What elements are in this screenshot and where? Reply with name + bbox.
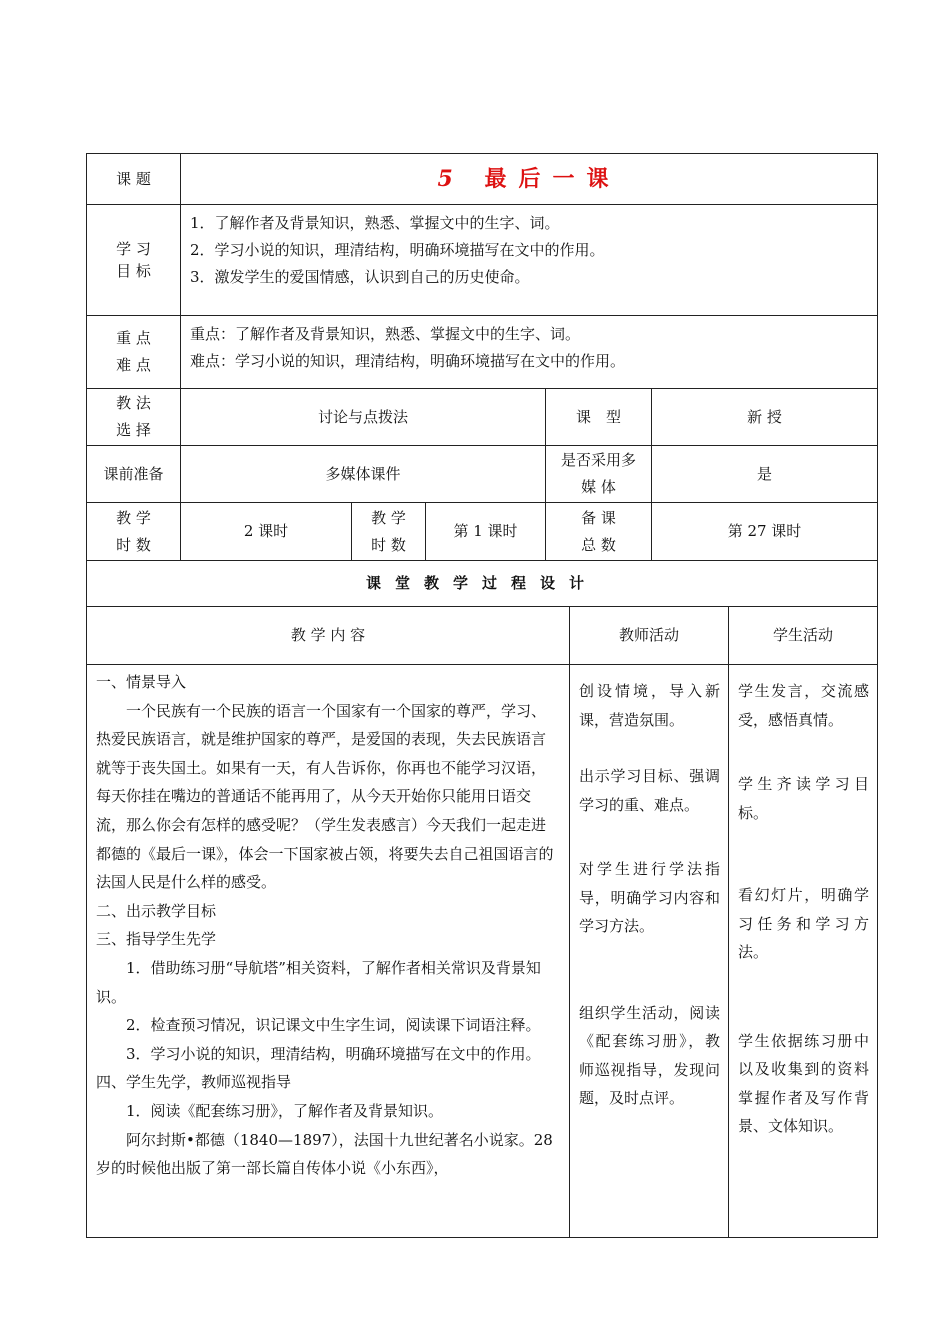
objectives-list <box>180 205 877 315</box>
objectives-label <box>87 205 180 315</box>
teaching-content <box>87 665 569 1237</box>
current-hour-value: 第 1 课时 <box>425 503 545 560</box>
teacher-activity: 对学生进行学法指导，明确学习内容和学习方法。 <box>579 860 720 935</box>
keypoints-label-1: 重 点 <box>116 329 151 347</box>
hours-value: 2 课时 <box>180 503 351 560</box>
content-line: 一个民族有一个民族的语言一个国家有一个国家的尊严，学习、热爱民族语言，就是维护国家的尊严，是爱国的表现，失去民族语言就等于丧失国土。如果有一天，有人告诉你，你再也不能学习汉语，每天你挂在嘴边的普通话不能再用了，从今天开始你只能用日语交流，那么你会有怎样的感受呢？（学生发表感言）今天我们一起走进都德的《最后一课》，体会一下国家被占领，将要失去自己祖国语言的法国人民是什么样的感受。 <box>96 701 554 892</box>
prep-row <box>87 445 877 502</box>
student-activity: 学生齐读学习目标。 <box>738 775 869 822</box>
keypoints-row <box>87 315 877 388</box>
lesson-type-label: 课 型 <box>545 389 651 445</box>
current-hour-label-2: 时 数 <box>371 535 406 554</box>
lesson-title <box>180 154 877 204</box>
content-line: 3．学习小说的知识，理清结构，明确环境描写在文中的作用。 <box>126 1044 541 1063</box>
teacher-activities <box>569 665 728 1237</box>
hours-row <box>87 502 877 560</box>
content-line: 四、学生先学，教师巡视指导 <box>96 1073 292 1092</box>
student-column-header: 学生活动 <box>728 607 877 664</box>
difficult-point: 难点：学习小说的知识，理清结构，明确环境描写在文中的作用。 <box>190 352 626 370</box>
lesson-title-text: 最后一课 <box>484 165 621 192</box>
method-row <box>87 388 877 445</box>
content-line: 1．借助练习册“导航塔”相关资料，了解作者相关常识及背景知识。 <box>96 958 541 1006</box>
multimedia-label-2: 媒 体 <box>581 478 616 496</box>
objective-item: 2．学习小说的知识，理清结构，明确环境描写在文中的作用。 <box>190 241 605 259</box>
objectives-label-2: 目 标 <box>116 262 151 280</box>
objectives-label-1: 学 习 <box>116 240 151 258</box>
lesson-number: 5 <box>437 165 465 192</box>
method-label-1: 教 法 <box>116 394 151 412</box>
method-label <box>87 389 180 445</box>
prep-label: 课前准备 <box>103 464 164 483</box>
hours-label-2: 时 数 <box>116 535 151 554</box>
multimedia-label <box>545 446 651 502</box>
current-hour-label <box>351 503 425 560</box>
content-line: 一、情景导入 <box>96 673 187 691</box>
total-hours-value: 第 27 课时 <box>651 503 877 560</box>
total-hours-label-1: 备 课 <box>581 508 616 527</box>
student-activities <box>728 665 877 1237</box>
total-hours-label-2: 总 数 <box>581 535 616 554</box>
title-row <box>87 154 877 204</box>
content-line: 三、指导学生先学 <box>96 930 217 949</box>
lesson-type-value: 新 授 <box>651 389 877 445</box>
key-point: 重点：了解作者及背景知识，熟悉、掌握文中的生字、词。 <box>190 325 581 343</box>
hours-label <box>87 503 180 560</box>
student-activity: 学生发言，交流感受，感悟真情。 <box>738 682 869 729</box>
process-heading: 课堂教学过程设计 <box>365 574 598 592</box>
keypoints-label-2: 难 点 <box>116 356 151 374</box>
process-heading-row <box>87 560 877 606</box>
process-header-row <box>87 606 877 664</box>
hours-label-1: 教 学 <box>116 508 151 527</box>
teacher-activity: 出示学习目标、强调学习的重、难点。 <box>579 767 720 814</box>
process-content-row <box>87 664 877 1237</box>
total-hours-label <box>545 503 651 560</box>
content-line: 2．检查预习情况，识记课文中生字生词，阅读课下词语注释。 <box>126 1016 541 1035</box>
teacher-activity: 组织学生活动，阅读《配套练习册》，教师巡视指导，发现问题，及时点评。 <box>579 1003 720 1107</box>
current-hour-label-1: 教 学 <box>371 508 406 527</box>
topic-label: 课 题 <box>116 169 151 188</box>
objective-item: 3．激发学生的爱国情感，认识到自己的历史使命。 <box>190 268 530 286</box>
content-column-header: 教 学 内 容 <box>290 626 366 644</box>
method-value: 讨论与点拨法 <box>180 389 545 445</box>
content-line: 二、出示教学目标 <box>96 901 217 920</box>
lesson-plan-table <box>86 153 878 1238</box>
keypoints-text <box>180 316 877 388</box>
content-line: 阿尔封斯•都德（1840—1897），法国十九世纪著名小说家。28 岁的时候他出版了第一部长篇自传体小说《小东西》， <box>96 1130 553 1178</box>
teacher-activity: 创设情境，导入新课，营造氛围。 <box>579 682 720 729</box>
teacher-column-header: 教师活动 <box>569 607 728 664</box>
prep-value: 多媒体课件 <box>180 446 545 502</box>
objective-item: 1．了解作者及背景知识，熟悉、掌握文中的生字、词。 <box>190 214 560 232</box>
keypoints-label <box>87 316 180 388</box>
multimedia-value: 是 <box>651 446 877 502</box>
method-label-2: 选 择 <box>116 421 151 439</box>
student-activity: 学生依据练习册中以及收集到的资料掌握作者及写作背景、文体知识。 <box>738 1031 869 1135</box>
content-line: 1．阅读《配套练习册》，了解作者及背景知识。 <box>126 1101 444 1120</box>
objectives-row <box>87 204 877 315</box>
student-activity: 看幻灯片，明确学习任务和学习方法。 <box>738 886 869 961</box>
multimedia-label-1: 是否采用多 <box>560 451 636 469</box>
